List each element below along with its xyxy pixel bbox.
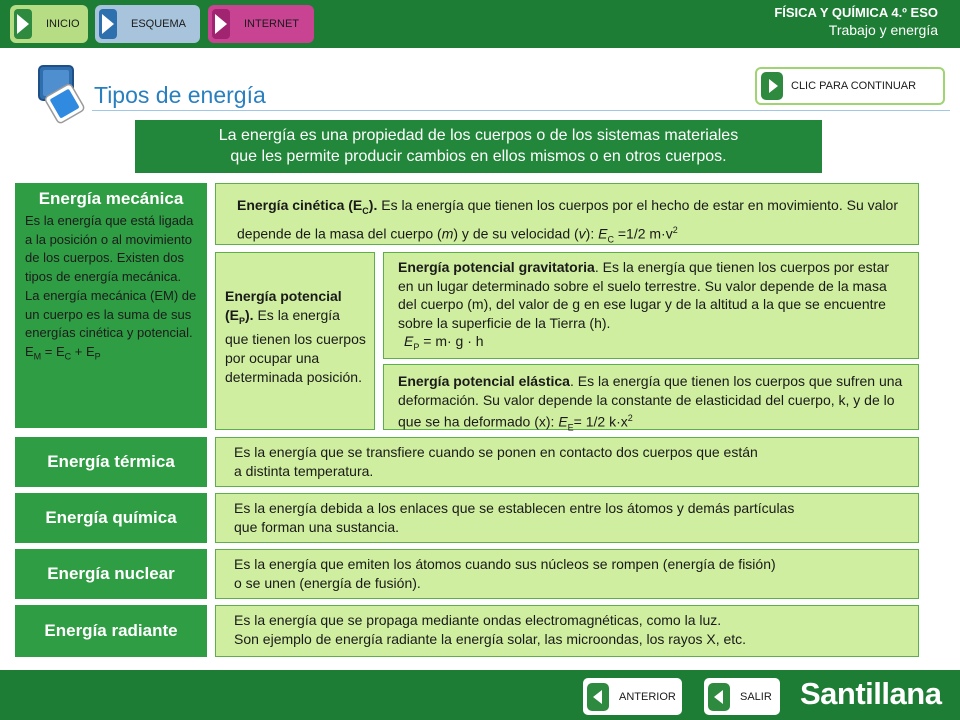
radiant-energy-title: Energía radiante [15, 605, 207, 657]
slides-icon [36, 64, 92, 126]
salir-label: SALIR [740, 690, 772, 703]
play-icon [212, 9, 230, 39]
salir-button[interactable] [704, 678, 780, 715]
radiant-energy-box: Es la energía que se propaga mediante ondas electromagnéticas, como la luz. Son ejemplo de energía radiante la energía solar, las microondas, los rayos X, etc. [215, 605, 919, 657]
title-divider [92, 110, 950, 111]
nuclear-energy-box: Es la energía que emiten los átomos cuando sus núcleos se rompen (energía de fisión) o se unen (energía de fusión). [215, 549, 919, 599]
anterior-button[interactable] [583, 678, 682, 715]
play-icon [761, 72, 783, 100]
back-arrow-icon [587, 683, 609, 711]
gravitational-energy-box: Energía potencial gravitatoria. Es la energía que tienen los cuerpos por estar en un lugar determinado sobre el suelo terrestre. Su valor depende de la masa del cuerpo (m), del valor de g en ese lugar y de la altitud a la que se encuentre sobre la superficie de la Tierra (h). $E_P = m\cdot g \cdot h$ [383, 252, 919, 359]
gravitational-energy-label: Energía potencial gravitatoria [398, 259, 595, 275]
inicio-button[interactable] [10, 5, 88, 43]
page-title: Tipos de energía [94, 82, 266, 108]
esquema-button[interactable] [95, 5, 200, 43]
course-info [774, 5, 938, 38]
mechanical-energy-formula: $E_M = E_C + E_P$ [25, 343, 101, 362]
back-arrow-icon [708, 683, 730, 711]
mechanical-energy-title: Energía mecánica [38, 189, 184, 208]
elastic-energy-label: Energía potencial elástica [398, 373, 570, 389]
inicio-label: INICIO [46, 18, 80, 30]
kinetic-energy-label: Energía cinética $(E_C)$. [237, 197, 378, 216]
potential-energy-label: Energía potencial $(E_P)$. [225, 288, 342, 326]
chemical-energy-title: Energía química [15, 493, 207, 543]
gravitational-energy-formula: $E_P = m\cdot g \cdot h$ [404, 333, 484, 352]
esquema-label: ESQUEMA [131, 18, 187, 30]
play-icon [99, 9, 117, 39]
thermal-energy-title: Energía térmica [15, 437, 207, 487]
kinetic-energy-box: Energía cinética $(E_C)$. Es la energía que tienen los cuerpos por el hecho de estar en movimiento. Su valor depende de la masa del cuerpo (m) y de su velocidad (v): $E_C =1/2$ $m\cdot v^2$ [215, 183, 919, 245]
internet-label: INTERNET [244, 18, 299, 30]
course-subject: FÍSICA Y QUÍMICA 4.º ESO [774, 5, 938, 20]
definition-line: La energía es una propiedad de los cuerpos o de los sistemas materiales [218, 127, 739, 144]
chemical-energy-box: Es la energía debida a los enlaces que se establecen entre los átomos y demás partículas que forman una sustancia. [215, 493, 919, 543]
potential-energy-box: Energía potencial $(E_P)$. Es la energía que tienen los cuerpos por ocupar una determinada posición. [215, 252, 375, 430]
continue-button[interactable] [755, 67, 945, 105]
mechanical-energy-text: Es la energía que está ligada a la posición o al movimiento de los cuerpos. Existen dos tipos de energía mecánica. La energía mecánica (EM) de un cuerpo es la suma de sus energías cinética y potencial. $E_M = E_C + E_P$ [25, 213, 197, 362]
thermal-energy-box: Es la energía que se transfiere cuando se ponen en contacto dos cuerpos que están a distinta temperatura. [215, 437, 919, 487]
energy-definition [135, 120, 822, 173]
internet-button[interactable] [208, 5, 314, 43]
course-unit: Trabajo y energía [828, 22, 938, 38]
play-icon [14, 9, 32, 39]
elastic-energy-box: Energía potencial elástica. Es la energía que tienen los cuerpos que sufren una deformación. Su valor depende la constante de elasticidad del cuerpo, k, y de lo que se ha deformado (x): $E_E= 1/2$ $k\cdot x^2$ [383, 364, 919, 430]
anterior-label: ANTERIOR [619, 690, 676, 703]
nuclear-energy-title: Energía nuclear [15, 549, 207, 599]
definition-line: que les permite producir cambios en ellos mismos o en otros cuerpos. [230, 148, 727, 165]
santillana-logo: Santillana [800, 676, 942, 711]
continue-label: CLIC PARA CONTINUAR [791, 80, 917, 92]
mechanical-energy-box [15, 183, 207, 428]
